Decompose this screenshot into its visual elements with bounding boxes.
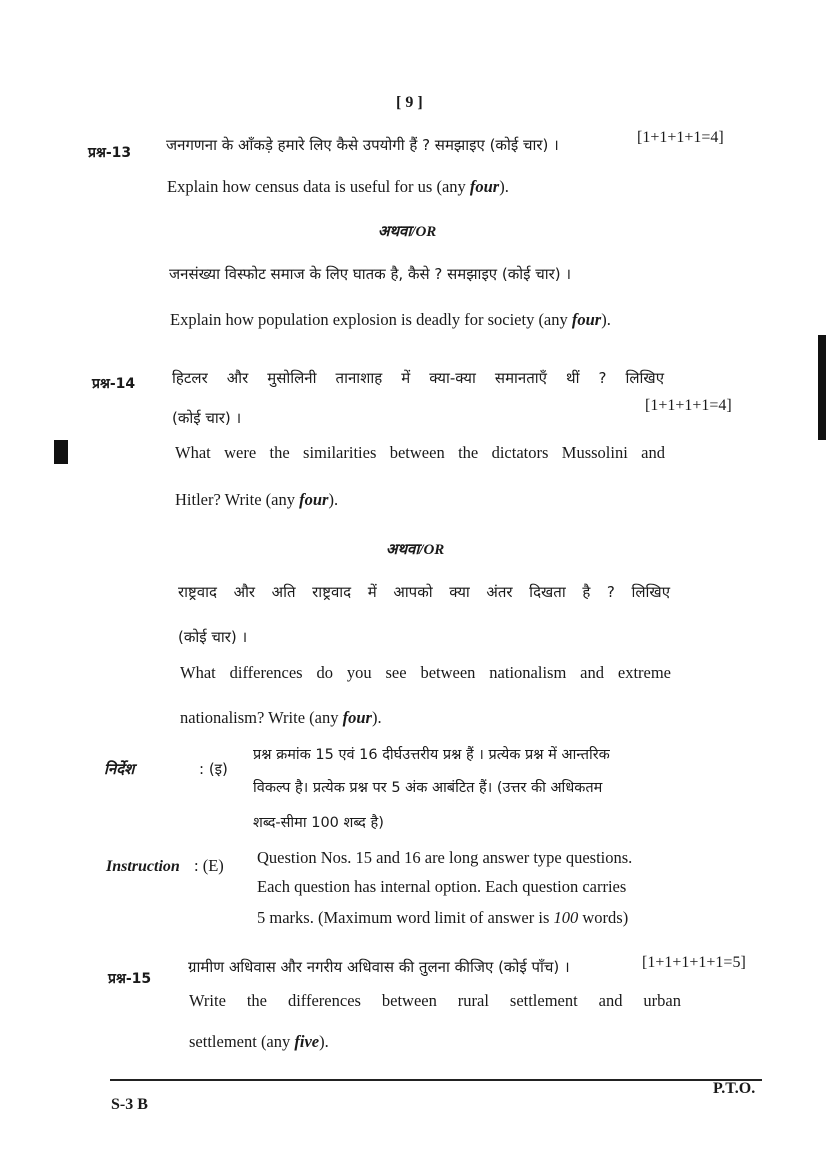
nirdesh-line1: प्रश्न क्रमांक 15 एवं 16 दीर्घउत्तरीय प्रश्न हैं । प्रत्येक प्रश्न में आन्तरिक [253,747,610,763]
question-15-label: प्रश्न-15 [108,971,152,987]
question-14-alt-hindi-line2: (कोई चार) । [178,628,248,646]
question-15-hindi: ग्रामीण अधिवास और नगरीय अधिवास की तुलना कीजिए (कोई पाँच) । [188,958,570,976]
footer-rule [110,1079,762,1081]
footer-pto: P.T.O. [713,1080,756,1097]
question-15-marks: [1+1+1+1+1=5] [642,954,746,971]
question-14-marks: [1+1+1+1=4] [645,397,732,414]
scan-mark-right-edge [818,335,826,440]
question-13-alt-hindi: जनसंख्या विस्फोट समाज के लिए घातक है, कैसे ? समझाइए (कोई चार) । [169,265,572,283]
scan-mark-left [54,440,68,464]
instruction-line3-em: 100 [553,908,579,927]
question-14-english-line1: What were the similarities between the dictators Mussolini and [175,443,665,462]
footer-code: S-3 B [111,1096,148,1113]
instruction-marker: : (E) [194,856,224,875]
question-14-alt-english-line2-em: four [342,708,372,727]
question-13-english-post: ). [499,177,509,196]
question-14-alt-hindi-line1: राष्ट्रवाद और अति राष्ट्रवाद में आपको क्या अंतर दिखता है ? लिखिए [178,583,670,601]
question-14-alt-english-line1: What differences do you see between nationalism and extreme [180,663,671,682]
question-13-alt-english-pre: Explain how population explosion is deadly for society (any [170,310,572,329]
question-14-english-line2-pre: Hitler? Write (any [175,490,300,509]
question-13-alt-english-em: four [571,310,602,329]
question-13-english-pre: Explain how census data is useful for us (any [167,177,470,196]
page-number: [ 9 ] [396,94,423,111]
question-13-english-em: four [469,177,500,196]
question-15-english-line2-em: five [294,1032,320,1051]
question-14-alt-english-line2-post: ). [371,708,382,727]
question-15-english-line2-pre: settlement (any [189,1032,295,1051]
question-15-english-line1: Write the differences between rural settlement and urban [189,991,681,1010]
question-14-hindi-line1: हिटलर और मुसोलिनी तानाशाह में क्या-क्या समानताएँ थीं ? लिखिए [172,369,664,387]
question-14-hindi-line2: (कोई चार) । [172,409,242,427]
instruction-line2: Each question has internal option. Each question carries [257,877,627,896]
question-13-marks: [1+1+1+1=4] [637,129,724,146]
nirdesh-marker: : (इ) [199,760,228,778]
question-14-english-line2 [175,490,338,510]
nirdesh-line3: शब्द-सीमा 100 शब्द है) [253,815,384,831]
question-13-or: अथवा/OR [378,224,437,240]
question-15-english-line2 [189,1032,329,1052]
instruction-line3-pre: 5 marks. (Maximum word limit of answer is [257,908,554,927]
question-14-alt-english-line2-pre: nationalism? Write (any [180,708,343,727]
instruction-line1: Question Nos. 15 and 16 are long answer type questions. [257,848,633,867]
question-14-or: अथवा/OR [386,542,445,558]
question-13-hindi: जनगणना के आँकड़े हमारे लिए कैसे उपयोगी हैं ? समझाइए (कोई चार) । [166,136,559,154]
question-14-english-line2-em: four [299,490,329,509]
question-13-alt-english-post: ). [601,310,611,329]
instruction-line3 [257,908,628,928]
question-15-english-line2-post: ). [319,1032,329,1051]
question-14-label: प्रश्न-14 [92,376,136,392]
instruction-label: Instruction [106,858,180,875]
instruction-line3-post: words) [578,908,629,927]
nirdesh-label: निर्देश [104,760,135,778]
question-13-label: प्रश्न-13 [88,145,132,161]
question-14-english-line2-post: ). [328,490,339,509]
question-14-alt-english-line2 [180,708,382,728]
question-13-alt-english [170,310,611,330]
nirdesh-line2: विकल्प है। प्रत्येक प्रश्न पर 5 अंक आबंटित हैं। (उत्तर की अधिकतम [253,780,603,796]
question-13-english [167,177,509,197]
